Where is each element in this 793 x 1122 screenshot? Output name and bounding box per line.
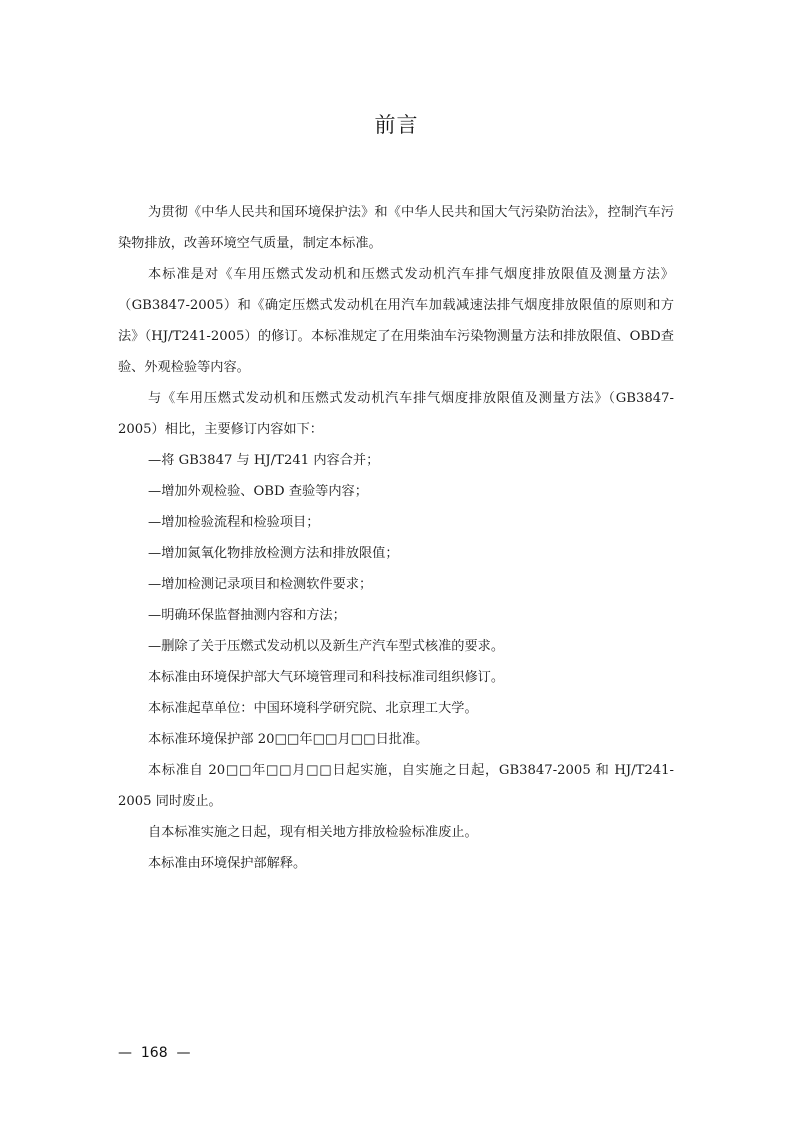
- document-title: 前言: [374, 113, 419, 137]
- paragraph-organizer: 本标准由环境保护部大气环境管理司和科技标准司组织修订。: [148, 670, 505, 685]
- paragraph-changes-intro: 与《车用压燃式发动机和压燃式发动机汽车排气烟度排放限值及测量方法》（GB3847-2005）相比，主要修订内容如下：: [118, 391, 674, 437]
- paragraph-purpose: 为贯彻《中华人民共和国环境保护法》和《中华人民共和国大气污染防治法》，控制汽车污染物排放，改善环境空气质量，制定本标准。: [118, 205, 674, 251]
- paragraph-drafters: 本标准起草单位：中国环境科学研究院、北京理工大学。: [148, 701, 478, 716]
- paragraph-approval: 本标准环境保护部 20□□年□□月□□日批准。: [148, 732, 429, 747]
- paragraph-revision-scope: 本标准是对《车用压燃式发动机和压燃式发动机汽车排气烟度排放限值及测量方法》（GB3847-2005）和《确定压燃式发动机在用汽车加载减速法排气烟度排放限值的原则和方法》（HJ/T241-2005）的修订。本标准规定了在用柴油车污染物测量方法和排放限值、OBD查验、外观检验等内容。: [118, 267, 674, 375]
- change-item: —将 GB3847 与 HJ/T241 内容合并；: [148, 453, 380, 468]
- paragraph-effective-date: 本标准自 20□□年□□月□□日起实施，自实施之日起，GB3847-2005 和 HJ/T241-2005 同时废止。: [118, 763, 674, 809]
- change-item: —增加外观检验、OBD 查验等内容；: [148, 484, 368, 499]
- change-item: —增加检验流程和检验项目；: [148, 515, 320, 530]
- document-body: [118, 197, 674, 879]
- paragraph-interpretation: 本标准由环境保护部解释。: [148, 856, 307, 871]
- paragraph-local-standards: 自本标准实施之日起，现有相关地方排放检验标准废止。: [148, 825, 478, 840]
- change-item: —删除了关于压燃式发动机以及新生产汽车型式核准的要求。: [148, 639, 505, 654]
- change-item: —增加检测记录项目和检测软件要求；: [148, 577, 373, 592]
- change-item: —明确环保监督抽测内容和方法；: [148, 608, 346, 623]
- change-item: —增加氮氧化物排放检测方法和排放限值；: [148, 546, 399, 561]
- page-number: — 168 —: [118, 1045, 191, 1061]
